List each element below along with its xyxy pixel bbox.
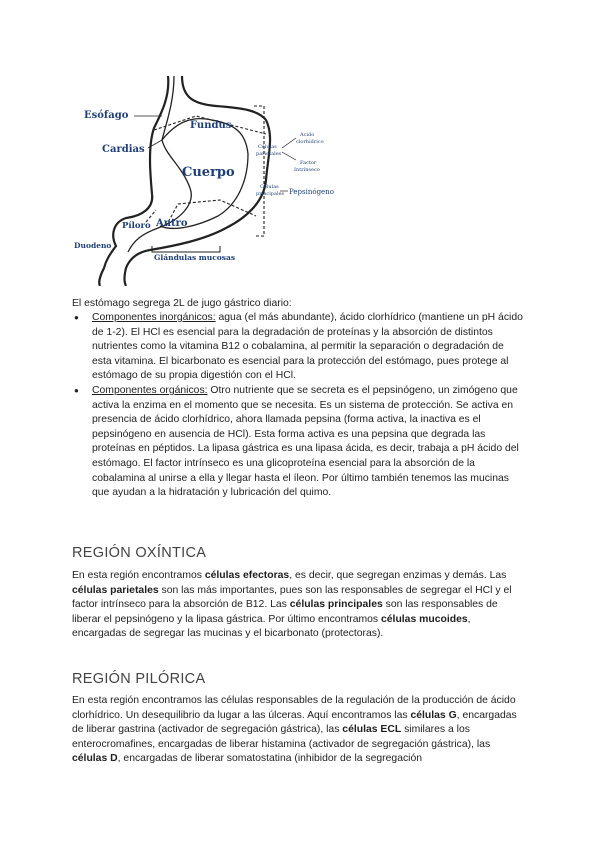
bullet-title: Componentes orgánicos: (92, 384, 208, 396)
text-run: , encargadas de liberar gastrina (activador de segregación gástrica), las (72, 709, 517, 736)
text-run: , encargadas de liberar somatostatina (inhibidor de la segregación (117, 753, 423, 765)
text-run: En esta región encontramos (72, 570, 205, 581)
text-run: , encargadas de segregar las mucinas y el bicarbonato (protectoras). (72, 613, 471, 640)
label-acido-2: clorhídrico (296, 139, 324, 145)
regions-bracket (254, 106, 264, 236)
label-celulas-parietales-2: parietales (256, 151, 282, 157)
bold-term: células D (72, 753, 118, 765)
bold-term: células ECL (342, 724, 402, 736)
label-fundus: Fundus (190, 120, 232, 131)
bullet-text: Otro nutriente que se secreta es el pepsinógeno, un zimógeno que activa la enzima en el momento que se necesita. Es un sistema de protección. Se activa en presencia de ácido clorhídrico, ahora llamada pepsina (forma activa, la inactiva es el pepsinógeno en ausencia de HCl). Esta forma activa es una pepsina que degrada las proteínas en péptidos. La lipasa gástrica es una lipasa ácida, es decir, trabaja a pH ácido del estómago. El factor intrínseco es una glicoproteína esencial para la absorción de la cobalamina al unirse a ella y llegar hasta el íleon. Por último también tenemos las mucinas que ayudan a la hidratación y lubricación del quimo. (92, 384, 519, 499)
label-cuerpo: Cuerpo (182, 165, 235, 180)
section-heading-pilorica: REGIÓN PILÓRICA (72, 671, 206, 687)
bold-term: células mucoides (381, 613, 468, 625)
paragraph-oxintica (72, 569, 526, 642)
bullet-text: agua (el más abundante), ácido clorhídrico (mantiene un pH ácido de 1-2). El HCl es esencial para la degradación de proteínas y la absorción de distintos nutrientes como la vitamina B12 o cobalamina, al permitir la separación o degradación de esta vitamina. El bicarbonato es esencial para la protección del estómago, pues protege al estómago de su propia digestión con el HCl. (92, 312, 523, 382)
label-celulas-parietales-1: Células (258, 144, 277, 150)
text-run: son las más importantes, pues son las responsables de segregar el HCl y el factor intrínseco para la absorción de B12. Las (72, 584, 512, 611)
label-piloro: Píloro (122, 221, 151, 231)
label-cardias: Cardias (102, 144, 145, 155)
label-celulas-principales-2: principales (256, 191, 285, 197)
bold-term: células parietales (72, 584, 159, 596)
text-run: similares a los enterocromafines, encargadas de liberar histamina (activador de segregación gástrica), las (72, 724, 491, 750)
list-item (72, 311, 526, 384)
label-antro: Antro (156, 218, 188, 229)
components-list (72, 311, 526, 501)
text-run: En esta región encontramos las células responsables de la regulación de la producción de ácido clorhídrico. Un desequilibrio da lugar a las úlceras. Aquí encontramos las (72, 695, 516, 721)
label-pepsinogeno: Pepsinógeno (289, 188, 334, 196)
text-run: son las responsables de liberar el pepsinógeno y la lipasa gástrica. Por último encontramos (72, 599, 498, 625)
intro-text: El estómago segrega 2L de jugo gástrico diario: (72, 298, 292, 309)
label-factor-1: Factor (300, 160, 317, 166)
label-glandulas: Glándulas mucosas (154, 253, 236, 262)
text-run: , es decir, que segregan enzimas y demás. Las (289, 570, 507, 581)
bullet-title: Componentes inorgánicos: (92, 312, 216, 323)
bold-term: células G (410, 709, 457, 721)
list-item (72, 384, 526, 501)
label-esofago: Esófago (84, 110, 129, 121)
label-factor-2: Intrínseco (294, 167, 320, 173)
bold-term: células efectoras (204, 570, 290, 581)
bold-term: células principales (289, 599, 383, 611)
stomach-diagram (70, 76, 340, 286)
label-duodeno: Duodeno (74, 241, 112, 250)
label-celulas-principales-1: Células (260, 184, 279, 190)
paragraph-pilorica (72, 694, 526, 767)
section-heading-oxintica: REGIÓN OXÍNTICA (72, 545, 207, 561)
label-acido-1: Ácido (300, 132, 315, 138)
